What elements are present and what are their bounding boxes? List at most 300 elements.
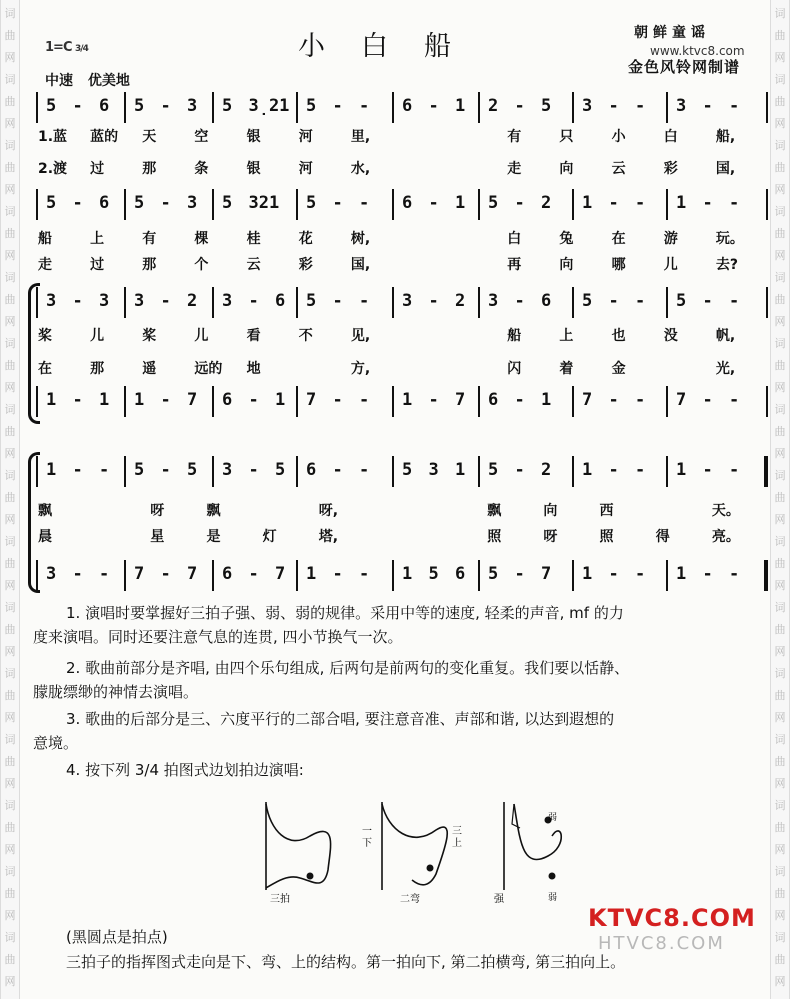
bar-line [392,92,394,123]
measure-notes: 5 - - [306,193,370,213]
measure-notes: 5 - 6 [46,193,110,213]
lyric-word: 遥 [142,361,157,377]
tempo-marking: 中速 优美地 [45,73,130,89]
measure-notes: 6 - 1 [402,96,466,116]
note-paragraph-2b: 朦胧缥缈的神情去演唱。 [33,683,199,701]
bar-line [296,560,298,591]
lyric-word: 远的 [194,361,223,377]
watermark-char: 网 [774,117,786,130]
measure-notes: 3 - - [582,96,646,116]
measure-notes: 3 - - [46,564,110,584]
watermark-char: 词 [774,403,786,416]
watermark-char: 词 [4,7,16,20]
diagram-label-6: 下 [362,838,372,849]
lyric-word: 游 [663,231,678,247]
watermark-char: 网 [4,579,16,592]
note-paragraph-2: 2. 歌曲前部分是齐唱, 由四个乐句组成, 后两句是前两句的变化重复。我们要以恬静、 [66,659,630,677]
measure-notes: 1 - - [46,460,110,480]
bar-line [124,287,126,318]
lyric-word: 闪 [507,361,522,377]
measure-notes: 5 - 7 [488,564,552,584]
lyric-word: 得 [655,529,670,545]
song-title: 小白船 [298,31,487,62]
notation-row [0,558,790,594]
lyric-word: 河 [298,161,313,177]
watermark-char: 词 [774,337,786,350]
lyric-word: 向 [543,503,558,519]
bar-line [36,287,38,318]
watermark-char: 网 [4,183,16,196]
bar-line [36,560,38,591]
measure-notes: 5 - 2 [488,193,552,213]
lyric-word: 那 [90,361,105,377]
watermark-char: 曲 [774,491,786,504]
measure-notes: 5 - 3 [134,193,198,213]
watermark-char: 词 [4,139,16,152]
bar-line [572,189,574,220]
watermark-char: 网 [774,51,786,64]
lyric-word: 云 [246,257,261,273]
watermark-char: 曲 [4,425,16,438]
lyric-line [38,254,768,274]
lyric-line [38,526,768,546]
measure-notes: 5 - - [306,291,370,311]
measure-notes: 1 - - [582,460,646,480]
lyric-line [38,500,768,520]
watermark-char: 词 [774,139,786,152]
lyric-word: 天。 [711,503,740,519]
watermark-char: 词 [774,73,786,86]
watermark-char: 网 [774,777,786,790]
measure-notes: 5 - 3 [134,96,198,116]
watermark-char: 词 [4,799,16,812]
measure-notes: 5 - - [676,291,740,311]
measure-notes: 3 - 5 [222,460,286,480]
diagram-label-3: 强 [494,894,504,905]
diagram-label-4: 弱 [548,813,558,823]
watermark-char: 网 [774,315,786,328]
lyric-word: 在 [38,361,52,377]
lyric-word: 空 [194,129,209,145]
lyric-word: 见, [350,328,371,344]
lyric-word: 白 [663,129,678,145]
lyric-word: 彩 [298,257,313,273]
lyric-word: 蓝的 [90,129,119,145]
watermark-char: 曲 [774,95,786,108]
bar-line [124,92,126,123]
lyric-word: 兔 [559,231,574,247]
measure-notes: 3 - 2 [134,291,198,311]
brand-logo: KTVC8.COM [588,904,756,932]
lyric-word: 河 [298,129,313,145]
lyric-word: 玩。 [715,231,744,247]
watermark-char: 曲 [774,161,786,174]
lyric-word: 晨 [38,529,52,545]
measure-notes: 5 3̣21 [222,96,290,116]
lyric-word: 方, [350,361,371,377]
lyric-word: 飘 [38,503,52,519]
lyric-word: 着 [559,361,574,377]
bar-line [212,456,214,487]
lyric-word: 船 [38,231,52,247]
watermark-char: 曲 [4,887,16,900]
watermark-char: 曲 [774,29,786,42]
lyric-word: 过 [90,161,105,177]
lyric-word: 有 [142,231,157,247]
measure-notes: 7 - 7 [134,564,198,584]
lyric-word: 桨 [142,328,157,344]
measure-notes: 5 - - [306,96,370,116]
measure-notes: 3 - 2 [402,291,466,311]
lyric-word: 云 [611,161,626,177]
lyric-word: 2.渡 [38,161,68,177]
diagram-label-8: 上 [452,838,462,849]
watermark-char: 曲 [774,557,786,570]
lyric-word: 金 [611,361,626,377]
lyric-word: 儿 [90,328,105,344]
bar-line [572,386,574,417]
watermark-char: 词 [774,601,786,614]
diagram-legend: (黑圆点是拍点) [66,928,168,946]
bar-line [124,560,126,591]
watermark-char: 曲 [774,689,786,702]
diagram-label-2: 二弯 [400,894,420,905]
watermark-char: 词 [774,667,786,680]
lyric-word: 再 [507,257,522,273]
beat-dot-4 [549,873,556,880]
bar-line [212,92,214,123]
bar-line [296,386,298,417]
lyric-word: 水, [350,161,371,177]
watermark-char: 曲 [774,227,786,240]
bar-line [296,287,298,318]
measure-notes: 6 - 1 [488,390,552,410]
bar-line [392,560,394,591]
diagram-label-9: 三 [452,826,462,837]
watermark-char: 词 [774,535,786,548]
lyric-word: 呀 [543,529,558,545]
lyric-word: 桂 [246,231,261,247]
lyric-word: 棵 [194,231,209,247]
watermark-char: 网 [774,249,786,262]
lyric-word: 向 [559,257,574,273]
lyric-word: 彩 [663,161,678,177]
measure-notes: 2 - 5 [488,96,552,116]
beat-dot-1 [307,873,314,880]
bar-line [392,189,394,220]
measure-notes: 6 - - [306,460,370,480]
diagram-label-1: 三拍 [270,894,290,905]
watermark-char: 曲 [4,953,16,966]
lyric-word: 飘 [206,503,221,519]
watermark-char: 词 [4,469,16,482]
bar-line [36,386,38,417]
watermark-char: 词 [774,799,786,812]
measure-notes: 5 3 1 [402,460,466,480]
watermark-char: 网 [4,447,16,460]
lyric-word: 是 [206,529,221,545]
bar-line [478,287,480,318]
lyric-word: 也 [611,328,626,344]
bar-line [666,92,668,123]
watermark-char: 词 [4,667,16,680]
notation-row [0,90,790,126]
watermark-char: 网 [4,513,16,526]
bar-line [666,560,668,591]
measure-notes: 7 - - [676,390,740,410]
measure-notes: 1 5 6 [402,564,466,584]
lyric-word: 桨 [38,328,52,344]
watermark-char: 网 [4,777,16,790]
watermark-char: 曲 [4,623,16,636]
bar-line [666,386,668,417]
bar-line [766,189,768,220]
lyric-word: 那 [142,161,157,177]
measure-notes: 7 - - [582,390,646,410]
lyric-word: 只 [559,129,574,145]
bar-line [478,189,480,220]
lyric-line [38,126,768,146]
left-watermark-strip [0,0,20,999]
watermark-char: 曲 [774,359,786,372]
bar-line [764,456,768,487]
watermark-char: 曲 [4,29,16,42]
watermark-char: 网 [774,975,786,988]
watermark-char: 网 [774,513,786,526]
bar-line [392,456,394,487]
bar-line [666,456,668,487]
note-paragraph-3: 3. 歌曲的后部分是三、六度平行的二部合唱, 要注意音准、声部和谐, 以达到遐想的 [66,710,615,728]
measure-notes: 5 - 6 [46,96,110,116]
bar-line [124,189,126,220]
measure-notes: 3 - 3 [46,291,110,311]
measure-notes: 1 - - [306,564,370,584]
bar-line [478,92,480,123]
note-paragraph-3b: 意境。 [33,734,79,752]
key-signature-logo: 1=C 3/4 [45,40,88,55]
measure-notes: 5 - 2 [488,460,552,480]
watermark-char: 词 [774,7,786,20]
beat-dot-2 [427,865,434,872]
bar-line [296,189,298,220]
watermark-char: 曲 [4,689,16,702]
lyric-word: 呀 [150,503,165,519]
measure-notes: 1 - - [582,564,646,584]
measure-notes: 5 321 [222,193,280,213]
bar-line [572,560,574,591]
bar-line [212,189,214,220]
diagram-path-2 [382,804,447,885]
watermark-char: 曲 [774,755,786,768]
measure-notes: 3 - 6 [222,291,286,311]
score-maker: 金色风铃网制谱 [628,58,741,76]
note-paragraph-1: 1. 演唱时要掌握好三拍子强、弱、弱的规律。采用中等的速度, 轻柔的声音, mf 的力 [66,604,624,622]
watermark-char: 词 [4,271,16,284]
watermark-char: 曲 [4,821,16,834]
watermark-char: 网 [774,645,786,658]
lyric-word: 帆, [715,328,736,344]
watermark-char: 网 [4,843,16,856]
watermark-char: 词 [774,271,786,284]
bar-line [666,189,668,220]
lyric-word: 树, [350,231,371,247]
lyric-word: 天 [142,129,157,145]
notation-row [0,381,790,420]
lyric-word: 去? [715,257,738,273]
measure-notes: 1 - - [676,564,740,584]
lyric-word: 星 [150,529,165,545]
diagram-label-5: 弱 [548,893,558,903]
measure-notes: 6 - 1 [402,193,466,213]
lyric-word: 船, [715,129,736,145]
lyric-word: 银 [246,129,261,145]
lyric-word: 那 [142,257,157,273]
bar-line [764,560,768,591]
measure-notes: 1 - - [676,460,740,480]
watermark-char: 曲 [774,821,786,834]
watermark-char: 网 [774,579,786,592]
lyric-word: 走 [507,161,522,177]
watermark-char: 网 [774,909,786,922]
bar-line [392,287,394,318]
lyric-line [38,228,768,248]
notation-row [0,187,790,223]
watermark-char: 词 [4,931,16,944]
measure-notes: 3 - 6 [488,291,552,311]
watermark-char: 曲 [4,491,16,504]
watermark-char: 词 [4,865,16,878]
bar-line [478,386,480,417]
lyric-word: 过 [90,257,105,273]
bar-line [392,386,394,417]
lyric-word: 小 [611,129,626,145]
lyric-word: 塔, [318,529,339,545]
bar-line [36,456,38,487]
lyric-word: 在 [611,231,626,247]
watermark-char: 网 [774,711,786,724]
watermark-char: 曲 [774,887,786,900]
measure-notes: 7 - - [306,390,370,410]
lyric-word: 照 [487,529,502,545]
bar-line [124,456,126,487]
lyric-word: 向 [559,161,574,177]
diagram-label-7: 一 [362,826,372,837]
watermark-char: 词 [4,403,16,416]
watermark-char: 网 [4,381,16,394]
watermark-char: 网 [4,117,16,130]
lyric-word: 国, [350,257,371,273]
bar-line [124,386,126,417]
measure-notes: 1 - 7 [134,390,198,410]
lyric-word: 看 [246,328,261,344]
watermark-char: 曲 [774,293,786,306]
watermark-char: 曲 [774,953,786,966]
bar-line [212,386,214,417]
lyric-word: 地 [246,361,261,377]
measure-notes: 6 - 1 [222,390,286,410]
lyric-word: 呀, [318,503,339,519]
watermark-char: 词 [774,469,786,482]
watermark-char: 曲 [4,95,16,108]
watermark-char: 曲 [4,227,16,240]
lyric-line [38,158,768,178]
bar-line [766,92,768,123]
lyric-word: 个 [194,257,209,273]
lyric-word: 灯 [262,529,277,545]
diagram-path-1 [266,804,331,888]
lyric-word: 西 [599,503,614,519]
watermark-char: 曲 [774,425,786,438]
bar-line [212,287,214,318]
lyric-word: 不 [298,328,313,344]
lyric-word: 上 [90,231,105,247]
watermark-char: 网 [4,315,16,328]
bar-line [572,287,574,318]
watermark-char: 网 [4,249,16,262]
lyric-word: 哪 [611,257,626,273]
conducting-diagram [252,790,582,910]
bar-line [36,189,38,220]
watermark-char: 词 [4,205,16,218]
lyric-word: 照 [599,529,614,545]
bar-line [36,92,38,123]
lyric-word: 儿 [194,328,209,344]
watermark-char: 曲 [4,755,16,768]
bar-line [478,560,480,591]
bar-line [296,92,298,123]
note-paragraph-1b: 度来演唱。同时还要注意气息的连贯, 四小节换气一次。 [33,628,403,646]
bar-line [212,560,214,591]
watermark-char: 网 [774,381,786,394]
measure-notes: 1 - 1 [46,390,110,410]
lyric-word: 白 [507,231,522,247]
song-origin: 朝鲜童谣 [634,25,710,41]
watermark-char: 词 [4,535,16,548]
lyric-word: 1.蓝 [38,129,68,145]
watermark-char: 词 [4,601,16,614]
watermark-char: 词 [4,73,16,86]
notation-row [0,285,790,321]
bar-line [478,456,480,487]
watermark-char: 网 [774,843,786,856]
measure-notes: 1 - 7 [402,390,466,410]
lyric-word: 没 [663,328,678,344]
bar-line [766,287,768,318]
watermark-char: 网 [4,645,16,658]
lyric-word: 花 [298,231,313,247]
watermark-char: 词 [4,337,16,350]
watermark-char: 网 [774,183,786,196]
measure-notes: 6 - 7 [222,564,286,584]
lyric-line [38,325,768,345]
watermark-char: 曲 [4,293,16,306]
watermark-char: 词 [774,733,786,746]
watermark-char: 网 [4,909,16,922]
lyric-line [38,358,768,378]
lyric-word: 上 [559,328,574,344]
lyric-word: 亮。 [711,529,740,545]
watermark-char: 词 [774,931,786,944]
bar-line [296,456,298,487]
lyric-word: 有 [507,129,522,145]
watermark-char: 词 [774,865,786,878]
notation-row [0,454,790,490]
lyric-word: 走 [38,257,52,273]
bar-line [572,456,574,487]
watermark-char: 词 [4,733,16,746]
source-url: www.ktvc8.com [650,44,745,58]
watermark-char: 曲 [4,161,16,174]
